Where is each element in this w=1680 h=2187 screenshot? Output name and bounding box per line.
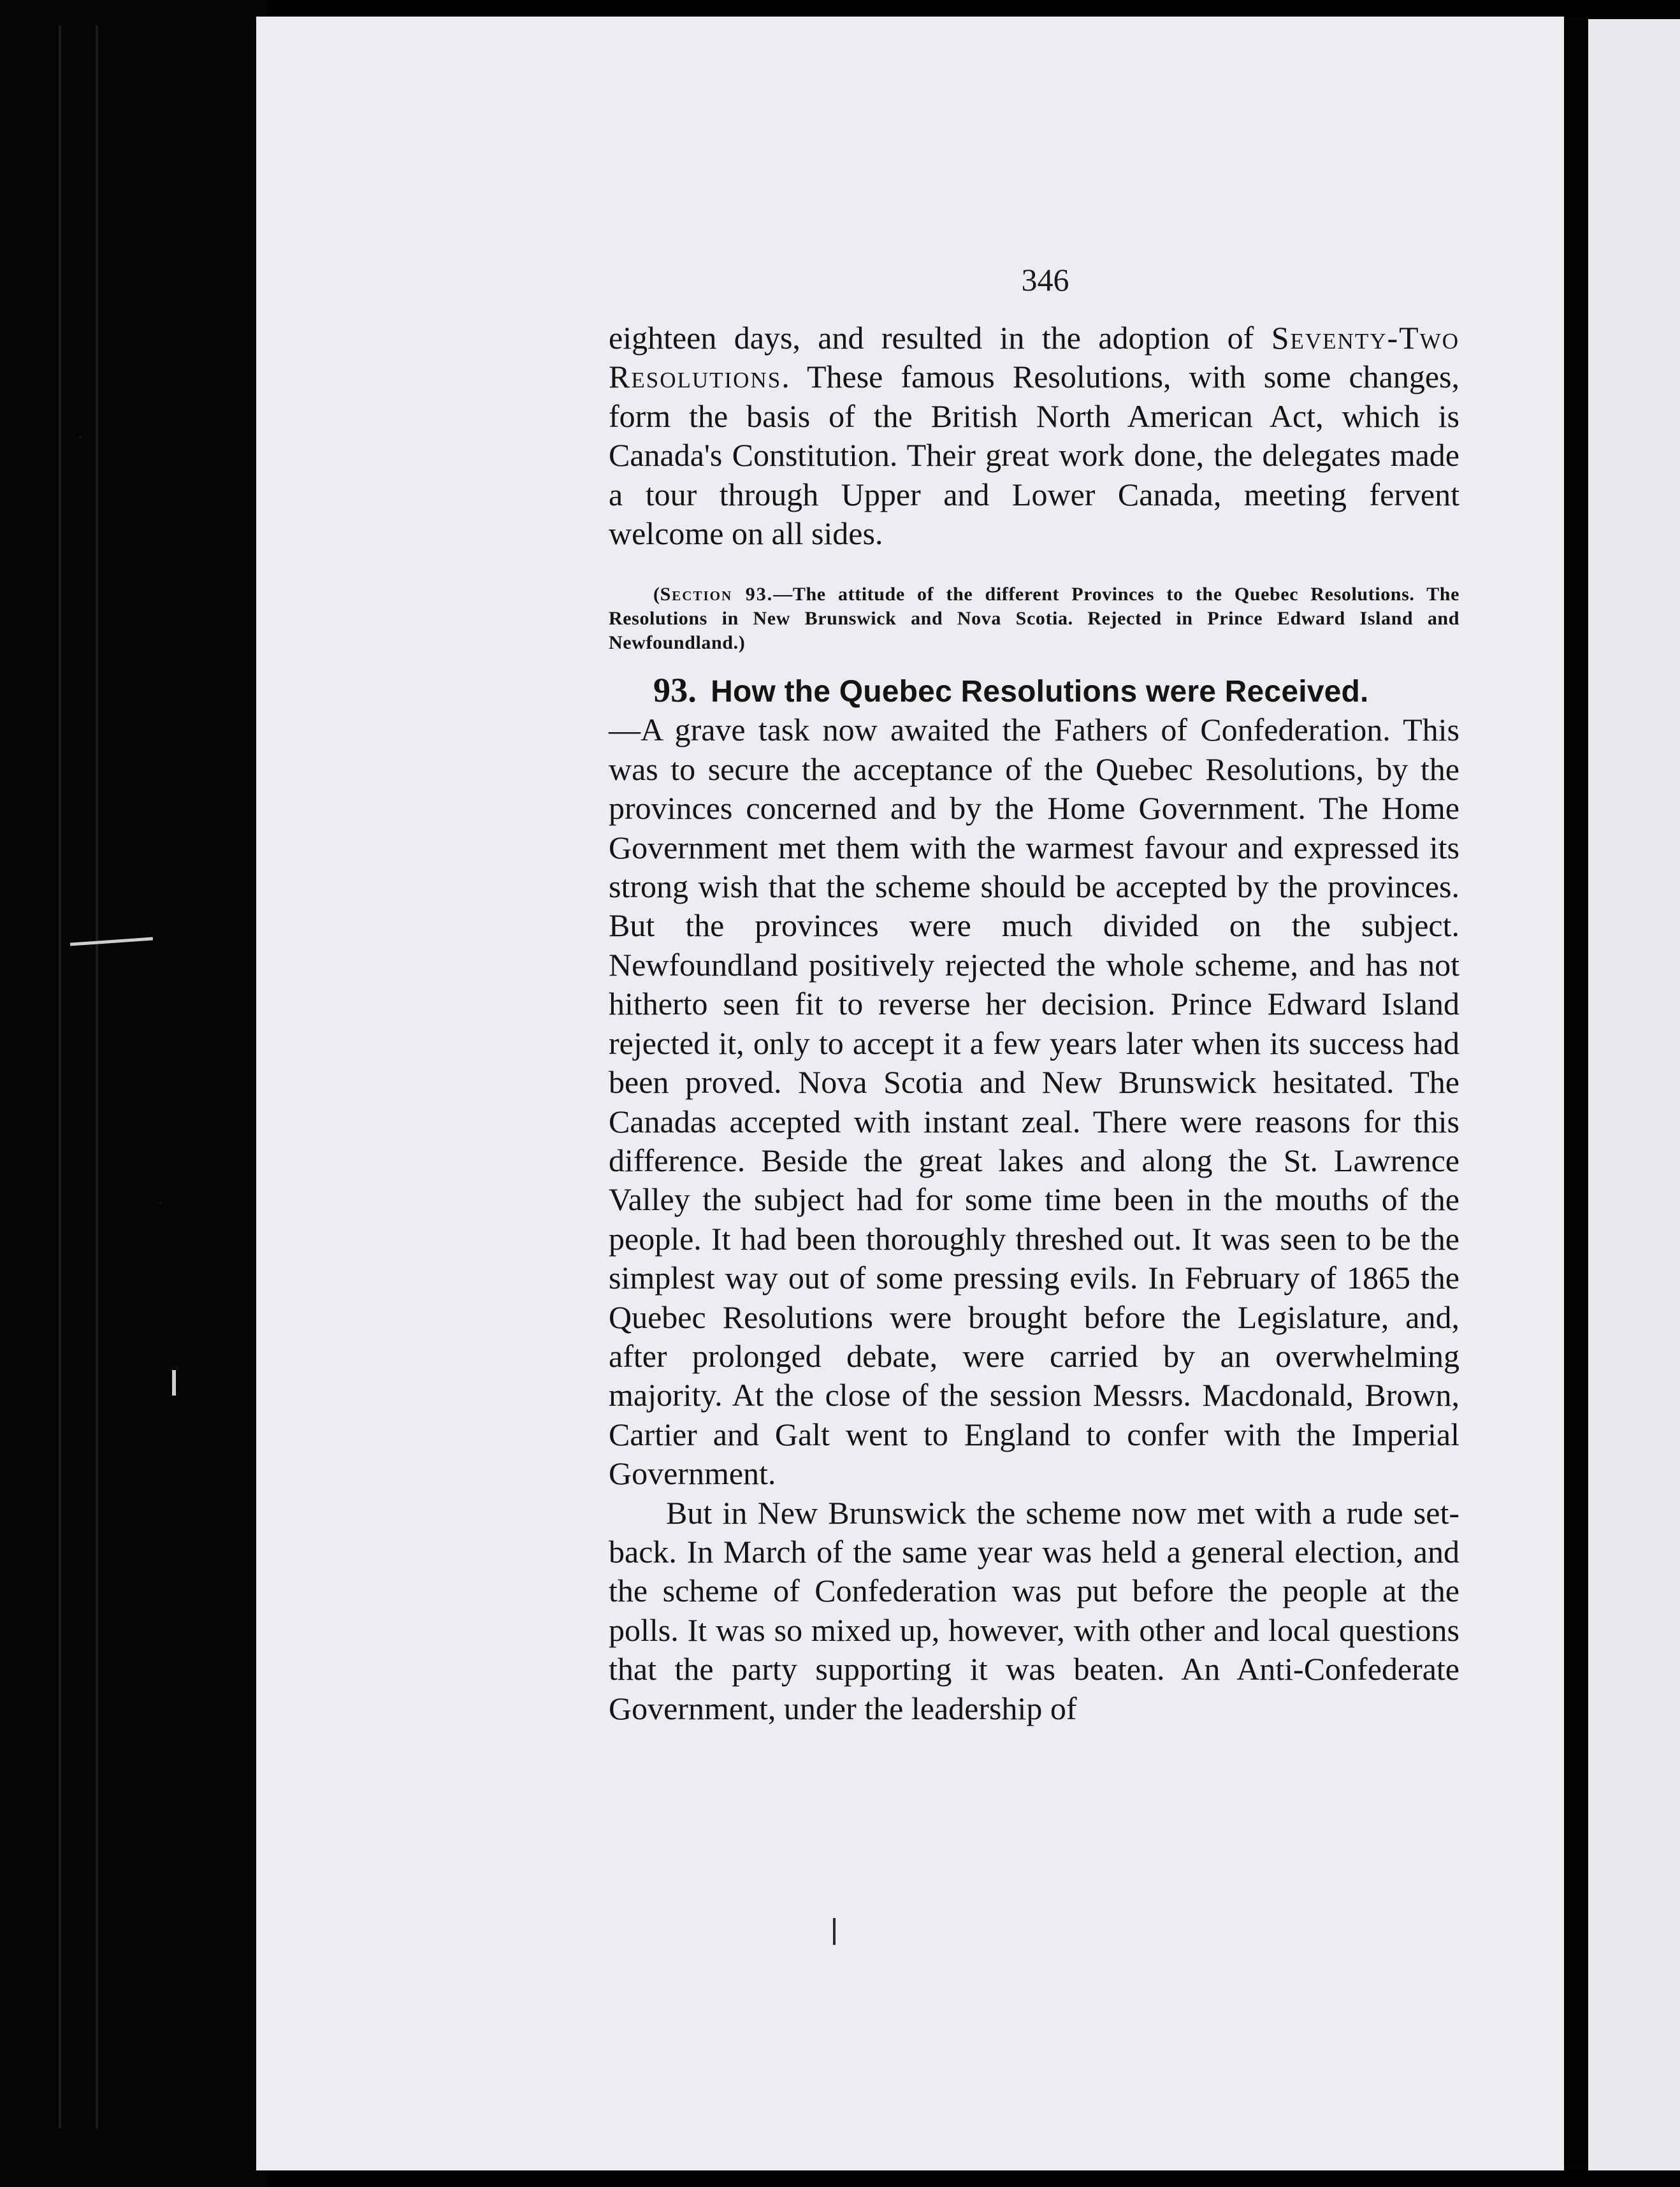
- scan-dark-margin: [0, 0, 268, 2187]
- closing-paragraph: But in New Brunswick the scheme now met with a rude set-back. In March of the same year was held a general election, and the scheme of Confederation was put before the people at the polls. It was so mixed up, however, with other and local questions that the party supporting it was beaten. An Anti-Confederate Government, under the leadership of: [609, 1494, 1459, 1726]
- section-body: —A grave task now awaited the Fathers of Confederation. This was to secure the acceptance of the Quebec Resolutions, by the provinces concerned and by the Home Government. The Home Government met them with the warmest favour and expressed its strong wish that the scheme should be accepted by the provinces. But the provinces were much divided on the subject. Newfoundland positively rejected the whole scheme, and has not hitherto seen fit to reverse her decision. Prince Edward Island rejected it, only to accept it a few years later when its success had been proved. Nova Scotia and New Brunswick hesitated. The Canadas accepted with instant zeal. There were reasons for this difference. Beside the great lakes and along the St. Lawrence Valley the subject had for some time been in the mouths of the people. It had been thoroughly threshed out. It was seen to be the simplest way out of some pressing evils. In February of 1865 the Quebec Resolutions were brought before the Legislature, and, after prolonged debate, were carried by an overwhelming majority. At the close of the session Messrs. Macdonald, Brown, Cartier and Galt went to England to confer with the Imperial Government.: [609, 712, 1459, 1492]
- summary-label: Section 93.: [660, 584, 774, 605]
- opening-paragraph: [609, 319, 1459, 553]
- scan-speck: [70, 937, 153, 946]
- binding-line: [96, 25, 98, 2128]
- section-title: How the Quebec Resolutions were Received.: [711, 675, 1369, 709]
- summary-paren: (: [653, 584, 660, 605]
- section-number: 93.: [653, 671, 697, 710]
- page-text: [609, 319, 1459, 1728]
- section-heading: [609, 672, 1459, 711]
- binding-line: [59, 25, 61, 2128]
- facing-page-edge: [1588, 19, 1680, 2170]
- page-gutter-shadow: [1564, 17, 1588, 2170]
- emphasized-term: Seventy-Two Resolutions: [609, 320, 1459, 395]
- summary-text: —The attitude of the different Provinces to the Quebec Resolutions. The Resolutions in New Brunswick and Nova Scotia. Rejected in Prince Edward Island and Newfoundland.): [609, 584, 1459, 654]
- scan-speck: [172, 1370, 176, 1396]
- paragraph-text: . These famous Resolutions, with some changes, form the basis of the British North American Act, which is Canada's Constitution. Their great work done, the delegates made a tour through Upper and Lower Canada, meeting fervent welcome on all sides.: [609, 359, 1459, 552]
- page-number: 346: [1021, 262, 1069, 298]
- section-summary: [609, 582, 1459, 655]
- scan-speck: [833, 1918, 836, 1945]
- paragraph-text: eighteen days, and resulted in the adoption of: [609, 320, 1271, 356]
